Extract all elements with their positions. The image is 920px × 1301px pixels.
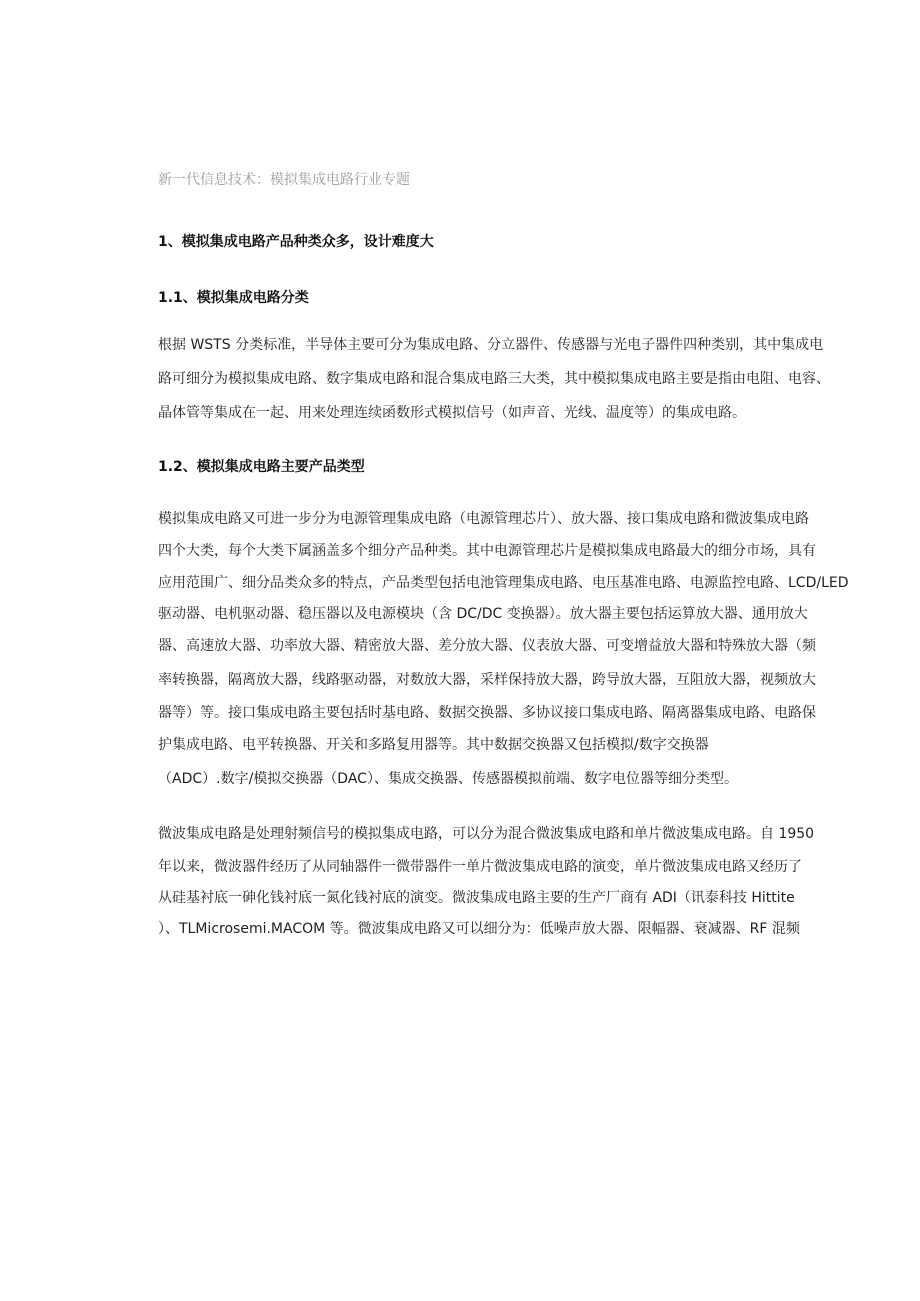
paragraph-line: 晶体管等集成在一起、用来处理连续函数形式模拟信号（如声音、光线、温度等）的集成电路。 bbox=[158, 405, 746, 421]
paragraph-line: （ADC）.数字/模拟交换器（DAC）、集成交换器、传感器模拟前端、数字电位器等细分类型。 bbox=[158, 771, 738, 787]
paragraph-line: 年以来，微波器件经历了从同轴器件一微带器件一单片微波集成电路的演变，单片微波集成电路又经历了 bbox=[158, 859, 802, 875]
paragraph-line: 护集成电路、电平转换器、开关和多路复用器等。其中数据交换器又包括模拟/数字交换器 bbox=[158, 737, 709, 753]
heading-1: 1、模拟集成电路产品种类众多，设计难度大 bbox=[158, 234, 434, 250]
paragraph-line: 驱动器、电机驱动器、稳压器以及电源模块（含 DC/DC 变换器）。放大器主要包括运算放大器、通用放大 bbox=[158, 606, 808, 622]
paragraph-line: 根据 WSTS 分类标准，半导体主要可分为集成电路、分立器件、传感器与光电子器件四种类别，其中集成电 bbox=[158, 337, 824, 353]
paragraph-line: ）、TLMicrosemi.MACOM 等。微波集成电路又可以细分为：低噪声放大器、限幅器、衰减器、RF 混频 bbox=[158, 921, 800, 937]
paragraph-line: 微波集成电路是处理射频信号的模拟集成电路，可以分为混合微波集成电路和单片微波集成电路。自 1950 bbox=[158, 826, 815, 842]
heading-1-2: 1.2、模拟集成电路主要产品类型 bbox=[158, 459, 365, 475]
paragraph-line: 模拟集成电路又可进一步分为电源管理集成电路（电源管理芯片）、放大器、接口集成电路和微波集成电路 bbox=[158, 511, 809, 527]
paragraph-line: 四个大类，每个大类下属涵盖多个细分产品种类。其中电源管理芯片是模拟集成电路最大的细分市场，具有 bbox=[158, 543, 816, 559]
paragraph-line: 器等）等。接口集成电路主要包括时基电路、数据交换器、多协议接口集成电路、隔离器集成电路、电路保 bbox=[158, 705, 816, 721]
paragraph-line: 器、高速放大器、功率放大器、精密放大器、差分放大器、仪表放大器、可变增益放大器和特殊放大器（频 bbox=[158, 638, 816, 654]
paragraph-line: 从硅基衬底一砷化钱衬底一氮化钱衬底的演变。微波集成电路主要的生产厂商有 ADI（讯泰科技 Hittite bbox=[158, 890, 795, 906]
heading-1-1: 1.1、模拟集成电路分类 bbox=[158, 290, 309, 306]
paragraph-line: 率转换器，隔离放大器，线路驱动器，对数放大器，采样保持放大器，跨导放大器，互阻放大器，视频放大 bbox=[158, 672, 816, 688]
paragraph-line: 应用范围广、细分品类众多的特点，产品类型包括电池管理集成电路、电压基准电路、电源监控电路、LCD/LED bbox=[158, 575, 849, 591]
paragraph-line: 路可细分为模拟集成电路、数字集成电路和混合集成电路三大类，其中模拟集成电路主要是指由电阻、电容、 bbox=[158, 371, 830, 387]
document-header: 新一代信息技术：模拟集成电路行业专题 bbox=[158, 172, 410, 188]
